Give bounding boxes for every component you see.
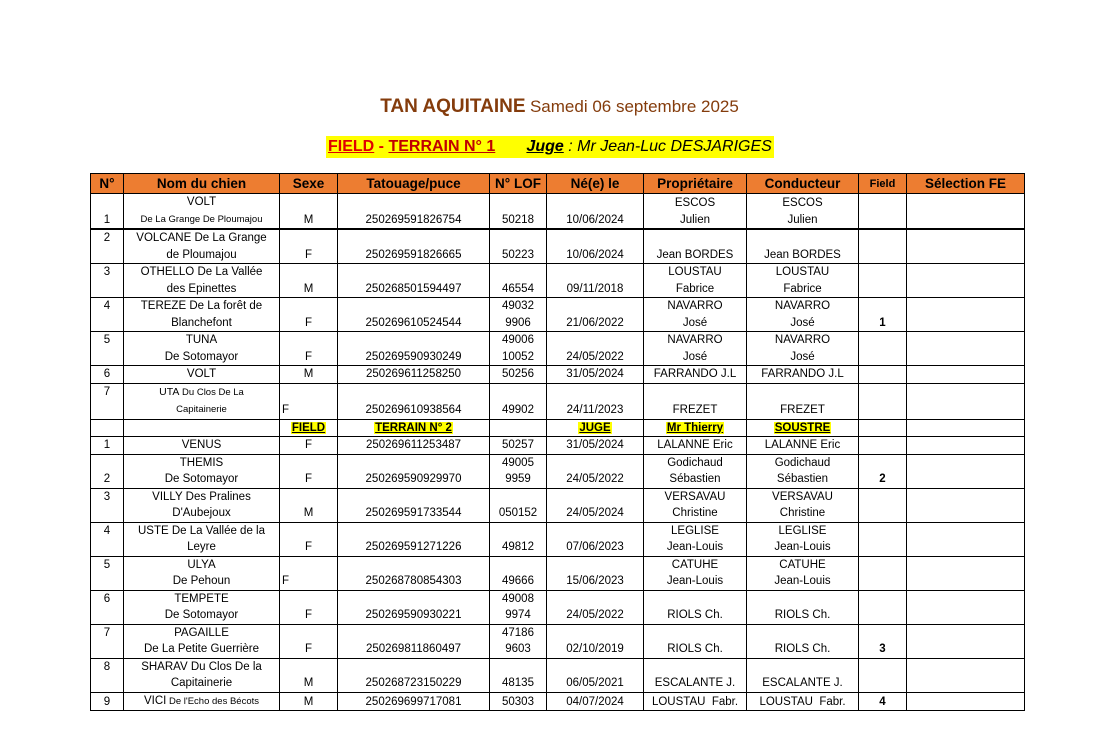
- table-row: [91, 264, 1025, 298]
- cell-num: 5: [91, 332, 124, 366]
- cell-conducteur: FARRANDO J.L: [747, 366, 859, 384]
- cell-proprietaire: VERSAVAU Christine: [644, 488, 747, 522]
- cell-field: 1: [859, 298, 907, 332]
- empty-cell: [124, 419, 280, 437]
- table-row: [91, 454, 1025, 488]
- cell-num: 2: [91, 454, 124, 488]
- cell-conducteur: FREZET: [747, 383, 859, 419]
- cell-lof: 49008 9974: [490, 590, 547, 624]
- cell-ne: 31/05/2024: [547, 366, 644, 384]
- cell-lof: 49902: [490, 383, 547, 419]
- cell-field: [859, 488, 907, 522]
- table-row: [91, 624, 1025, 658]
- cell-num: 5: [91, 556, 124, 590]
- cell-ne: 10/06/2024: [547, 194, 644, 230]
- cell-puce: 250269591826665: [338, 229, 490, 264]
- cell-conducteur: CATUHE Jean-Louis: [747, 556, 859, 590]
- cell-selection: [907, 366, 1025, 384]
- cell-nom: TUNA De Sotomayor: [124, 332, 280, 366]
- t2-terrain-cell: [338, 419, 490, 437]
- cell-lof: 49005 9959: [490, 454, 547, 488]
- table-row: [91, 383, 1025, 419]
- cell-ne: 10/06/2024: [547, 229, 644, 264]
- cell-ne: 09/11/2018: [547, 264, 644, 298]
- cell-selection: [907, 264, 1025, 298]
- cell-nom: PAGAILLE De La Petite Guerrière: [124, 624, 280, 658]
- juge-sep: :: [563, 138, 578, 155]
- cell-lof: 49006 10052: [490, 332, 547, 366]
- cell-ne: 15/06/2023: [547, 556, 644, 590]
- cell-num: 9: [91, 692, 124, 711]
- cell-sexe: F: [280, 624, 338, 658]
- cell-nom: USTE De La Vallée de la Leyre: [124, 522, 280, 556]
- cell-lof: 46554: [490, 264, 547, 298]
- t2-juge: JUGE: [579, 421, 611, 434]
- cell-lof: 49812: [490, 522, 547, 556]
- cell-ne: 31/05/2024: [547, 437, 644, 455]
- cell-num: 3: [91, 488, 124, 522]
- cell-puce: 250269610524544: [338, 298, 490, 332]
- cell-lof: 50257: [490, 437, 547, 455]
- cell-conducteur: LOUSTAU Fabr.: [747, 692, 859, 711]
- col-header-puce: Tatouage/puce: [338, 174, 490, 194]
- table-row: [91, 332, 1025, 366]
- cell-num: 6: [91, 590, 124, 624]
- cell-ne: 24/11/2023: [547, 383, 644, 419]
- col-header-field: Field: [859, 174, 907, 194]
- cell-nom: VOLT: [124, 366, 280, 384]
- cell-sexe: M: [280, 488, 338, 522]
- cell-proprietaire: LOUSTAU Fabrice: [644, 264, 747, 298]
- juge-label: Juge: [526, 138, 564, 155]
- cell-sexe: F: [280, 590, 338, 624]
- cell-num: 1: [91, 194, 124, 230]
- cell-puce: 250269590929970: [338, 454, 490, 488]
- cell-puce: 250269590930249: [338, 332, 490, 366]
- cell-proprietaire: ESCALANTE J.: [644, 658, 747, 692]
- cell-lof: 50303: [490, 692, 547, 711]
- table-row: [91, 658, 1025, 692]
- cell-proprietaire: Godichaud Sébastien: [644, 454, 747, 488]
- cell-ne: 21/06/2022: [547, 298, 644, 332]
- t2-mr-cell: [644, 419, 747, 437]
- cell-selection: [907, 383, 1025, 419]
- dog-affix: De l'Echo des Bécots: [166, 695, 259, 707]
- table-row: [91, 590, 1025, 624]
- dog-name: VOLT: [186, 196, 217, 208]
- cell-num: 3: [91, 264, 124, 298]
- cell-puce: 250269610938564: [338, 383, 490, 419]
- cell-selection: [907, 522, 1025, 556]
- cell-selection: [907, 556, 1025, 590]
- table-row: [91, 692, 1025, 711]
- cell-lof: 050152: [490, 488, 547, 522]
- t2-name-cell: [747, 419, 859, 437]
- t2-field-cell: [280, 419, 338, 437]
- cell-num: 4: [91, 298, 124, 332]
- cell-proprietaire: FARRANDO J.L: [644, 366, 747, 384]
- cell-nom: TEREZE De La forêt de Blanchefont: [124, 298, 280, 332]
- empty-cell: [490, 419, 547, 437]
- cell-proprietaire: CATUHE Jean-Louis: [644, 556, 747, 590]
- col-header-conducteur: Conducteur: [747, 174, 859, 194]
- dog-affix: De La Grange De Ploumajou: [140, 213, 263, 225]
- cell-field: 4: [859, 692, 907, 711]
- cell-field: [859, 194, 907, 230]
- col-header-num: N°: [91, 174, 124, 194]
- table-row: [91, 437, 1025, 455]
- table-row: [91, 522, 1025, 556]
- cell-num: 1: [91, 437, 124, 455]
- cell-puce: 250269591826754: [338, 194, 490, 230]
- cell-num: 6: [91, 366, 124, 384]
- cell-sexe: M: [280, 366, 338, 384]
- cell-nom: [124, 194, 280, 230]
- cell-ne: 06/05/2021: [547, 658, 644, 692]
- cell-conducteur: ESCOS Julien: [747, 194, 859, 230]
- cell-proprietaire: Jean BORDES: [644, 229, 747, 264]
- cell-selection: [907, 298, 1025, 332]
- dog-name: UTA: [159, 385, 180, 398]
- cell-ne: 24/05/2022: [547, 332, 644, 366]
- cell-sexe: F: [280, 454, 338, 488]
- cell-sexe: M: [280, 658, 338, 692]
- cell-nom: VILLY Des Pralines D'Aubejoux: [124, 488, 280, 522]
- cell-puce: 250269591733544: [338, 488, 490, 522]
- cell-field: [859, 522, 907, 556]
- cell-conducteur: RIOLS Ch.: [747, 624, 859, 658]
- cell-ne: 07/06/2023: [547, 522, 644, 556]
- event-date: Samedi 06 septembre 2025: [529, 97, 739, 116]
- cell-puce: 250268501594497: [338, 264, 490, 298]
- dog-affix-2: Capitainerie: [176, 404, 227, 415]
- dog-name: VICI: [143, 694, 167, 707]
- cell-selection: [907, 692, 1025, 711]
- table-row: [91, 488, 1025, 522]
- cell-selection: [907, 488, 1025, 522]
- cell-lof: 50223: [490, 229, 547, 264]
- t2-name: SOUSTRE: [774, 421, 831, 434]
- cell-puce: 250269611258250: [338, 366, 490, 384]
- cell-nom: VOLCANE De La Grange de Ploumajou: [124, 229, 280, 264]
- cell-selection: [907, 194, 1025, 230]
- cell-conducteur: VERSAVAU Christine: [747, 488, 859, 522]
- cell-lof: 48135: [490, 658, 547, 692]
- t2-field: FIELD: [291, 421, 326, 434]
- cell-conducteur: Godichaud Sébastien: [747, 454, 859, 488]
- cell-proprietaire: FREZET: [644, 383, 747, 419]
- cell-sexe: F: [280, 383, 338, 419]
- cell-sexe: M: [280, 692, 338, 711]
- empty-cell: [91, 419, 124, 437]
- cell-ne: 04/07/2024: [547, 692, 644, 711]
- cell-proprietaire: NAVARRO José: [644, 298, 747, 332]
- t2-mr: Mr Thierry: [666, 421, 724, 434]
- cell-nom: ULYA De Pehoun: [124, 556, 280, 590]
- cell-sexe: M: [280, 194, 338, 230]
- cell-proprietaire: ESCOS Julien: [644, 194, 747, 230]
- cell-puce: 250269699717081: [338, 692, 490, 711]
- cell-conducteur: LOUSTAU Fabrice: [747, 264, 859, 298]
- cell-field: [859, 366, 907, 384]
- cell-selection: [907, 437, 1025, 455]
- cell-sexe: F: [280, 229, 338, 264]
- cell-conducteur: ESCALANTE J.: [747, 658, 859, 692]
- col-header-selection: Sélection FE: [907, 174, 1025, 194]
- cell-lof: 49032 9906: [490, 298, 547, 332]
- col-header-proprietaire: Propriétaire: [644, 174, 747, 194]
- heading-dash: -: [374, 138, 389, 155]
- cell-conducteur: RIOLS Ch.: [747, 590, 859, 624]
- cell-sexe: M: [280, 264, 338, 298]
- table-header-row: [91, 174, 1025, 194]
- cell-proprietaire: LOUSTAU Fabr.: [644, 692, 747, 711]
- cell-field: [859, 590, 907, 624]
- cell-nom: SHARAV Du Clos De la Capitainerie: [124, 658, 280, 692]
- cell-nom: VENUS: [124, 437, 280, 455]
- juge-name: Mr Jean-Luc DESJARIGES: [577, 138, 772, 155]
- cell-field: [859, 658, 907, 692]
- cell-puce: 250269611253487: [338, 437, 490, 455]
- cell-conducteur: LALANNE Eric: [747, 437, 859, 455]
- cell-puce: 250269590930221: [338, 590, 490, 624]
- cell-selection: [907, 624, 1025, 658]
- cell-proprietaire: NAVARRO José: [644, 332, 747, 366]
- cell-field: 2: [859, 454, 907, 488]
- cell-sexe: F: [280, 522, 338, 556]
- cell-num: 8: [91, 658, 124, 692]
- cell-proprietaire: RIOLS Ch.: [644, 590, 747, 624]
- cell-selection: [907, 590, 1025, 624]
- cell-ne: 24/05/2022: [547, 454, 644, 488]
- cell-conducteur: LEGLISE Jean-Louis: [747, 522, 859, 556]
- cell-sexe: F: [280, 298, 338, 332]
- cell-nom: [124, 692, 280, 711]
- cell-proprietaire: LEGLISE Jean-Louis: [644, 522, 747, 556]
- cell-lof: 50256: [490, 366, 547, 384]
- col-header-lof: N° LOF: [490, 174, 547, 194]
- table-row: [91, 366, 1025, 384]
- cell-field: [859, 383, 907, 419]
- cell-field: [859, 264, 907, 298]
- cell-selection: [907, 229, 1025, 264]
- cell-ne: 24/05/2022: [547, 590, 644, 624]
- cell-num: 4: [91, 522, 124, 556]
- cell-num: 7: [91, 383, 124, 419]
- cell-num: 2: [91, 229, 124, 264]
- empty-cell: [907, 419, 1025, 437]
- cell-num: 7: [91, 624, 124, 658]
- col-header-ne: Né(e) le: [547, 174, 644, 194]
- cell-field: [859, 332, 907, 366]
- cell-sexe: F: [280, 556, 338, 590]
- terrain-1-heading: [326, 136, 774, 158]
- cell-puce: 250268723150229: [338, 658, 490, 692]
- cell-lof: 50218: [490, 194, 547, 230]
- page-title: [0, 96, 1119, 118]
- event-name: TAN AQUITAINE: [380, 96, 526, 117]
- cell-puce: 250269591271226: [338, 522, 490, 556]
- table-row: [91, 229, 1025, 264]
- cell-nom: TEMPETE De Sotomayor: [124, 590, 280, 624]
- cell-nom: [124, 383, 280, 419]
- cell-conducteur: Jean BORDES: [747, 229, 859, 264]
- t2-juge-cell: [547, 419, 644, 437]
- dog-affix: Du Clos De La: [179, 386, 244, 398]
- cell-field: [859, 556, 907, 590]
- field-label: FIELD: [328, 138, 375, 155]
- col-header-sexe: Sexe: [280, 174, 338, 194]
- cell-field: [859, 229, 907, 264]
- table-row: [91, 298, 1025, 332]
- cell-field: 3: [859, 624, 907, 658]
- cell-puce: 250269811860497: [338, 624, 490, 658]
- cell-conducteur: NAVARRO José: [747, 298, 859, 332]
- cell-lof: 47186 9603: [490, 624, 547, 658]
- results-table: [90, 173, 1025, 711]
- cell-field: [859, 437, 907, 455]
- cell-selection: [907, 454, 1025, 488]
- cell-sexe: F: [280, 332, 338, 366]
- cell-proprietaire: RIOLS Ch.: [644, 624, 747, 658]
- empty-cell: [859, 419, 907, 437]
- cell-ne: 02/10/2019: [547, 624, 644, 658]
- cell-nom: THEMIS De Sotomayor: [124, 454, 280, 488]
- cell-sexe: F: [280, 437, 338, 455]
- cell-proprietaire: LALANNE Eric: [644, 437, 747, 455]
- cell-ne: 24/05/2024: [547, 488, 644, 522]
- cell-nom: OTHELLO De La Vallée des Epinettes: [124, 264, 280, 298]
- cell-conducteur: NAVARRO José: [747, 332, 859, 366]
- terrain-2-heading-row: [91, 419, 1025, 437]
- cell-lof: 49666: [490, 556, 547, 590]
- col-header-nom: Nom du chien: [124, 174, 280, 194]
- terrain-label: TERRAIN N° 1: [388, 138, 496, 155]
- table-row: [91, 556, 1025, 590]
- cell-selection: [907, 658, 1025, 692]
- cell-puce: 250268780854303: [338, 556, 490, 590]
- table-row: [91, 194, 1025, 230]
- t2-terrain: TERRAIN N° 2: [375, 421, 452, 434]
- cell-selection: [907, 332, 1025, 366]
